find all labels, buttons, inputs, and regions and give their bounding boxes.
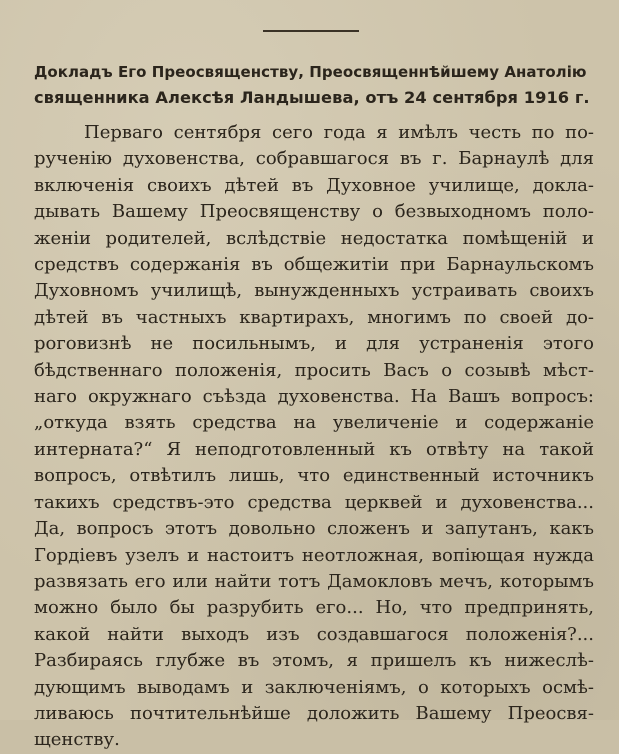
text-line: щенству. — [34, 729, 120, 751]
text-line: какой найти выходъ изъ создавшагося положенія?... — [34, 623, 594, 645]
text-line: роговизнѣ не посильнымъ, и для устраненія этого — [34, 333, 594, 355]
text-line: интерната?“ Я неподготовленный къ отвѣту на такой — [34, 438, 594, 460]
heading-line-2: священника Алексѣя Ландышева, отъ 24 сентября 1916 г. — [34, 88, 590, 107]
document-heading — [34, 60, 594, 110]
text-line: ливаюсь почтительнѣйше доложить Вашему Преосвя- — [34, 702, 594, 724]
text-line: „откуда взять средства на увеличеніе и содержаніе — [34, 412, 594, 434]
text-line: включенія своихъ дѣтей въ Духовное училище, докла- — [34, 174, 594, 196]
text-line: можно было бы разрубить его... Но, что предпринять, — [34, 597, 594, 619]
top-rule-divider — [263, 30, 359, 32]
heading-line-1: Докладъ Его Преосвященству, Преосвященнѣйшему Анатолію — [34, 63, 587, 81]
text-line: дующимъ выводамъ и заключеніямъ, о которыхъ осмѣ- — [34, 676, 594, 698]
text-line: Разбираясь глубже въ этомъ, я пришелъ къ нижеслѣ- — [34, 650, 594, 672]
text-line: бѣдственнаго положенія, просить Васъ о созывѣ мѣст- — [34, 359, 594, 381]
text-line: дѣтей въ частныхъ квартирахъ, многимъ по своей до- — [34, 306, 594, 328]
text-line: Да, вопросъ этотъ довольно сложенъ и запутанъ, какъ — [34, 518, 594, 540]
text-line: вопросъ, отвѣтилъ лишь, что единственный источникъ — [34, 465, 594, 487]
text-line: рученію духовенства, собравшагося въ г. Барнаулѣ для — [34, 148, 594, 170]
text-line: Духовномъ училищѣ, вынужденныхъ устраивать своихъ — [34, 280, 594, 302]
text-line: развязать его или найти тотъ Дамокловъ мечъ, которымъ — [34, 570, 594, 592]
text-line: женіи родителей, вслѣдствіе недостатка помѣщеній и — [34, 227, 594, 249]
text-line: Перваго сентября сего года я имѣлъ честь по по- — [84, 122, 594, 143]
text-line: такихъ средствъ-это средства церквей и духовенства... — [34, 491, 594, 513]
document-body — [34, 120, 594, 754]
text-line: средствъ содержанія въ общежитіи при Барнаульскомъ — [34, 254, 594, 276]
text-line: наго окружнаго съѣзда духовенства. На Вашъ вопросъ: — [34, 386, 594, 408]
text-line: дывать Вашему Преосвященству о безвыходномъ поло- — [34, 201, 594, 223]
text-line: Гордіевъ узелъ и настоитъ неотложная, вопіющая нужда — [34, 544, 594, 566]
